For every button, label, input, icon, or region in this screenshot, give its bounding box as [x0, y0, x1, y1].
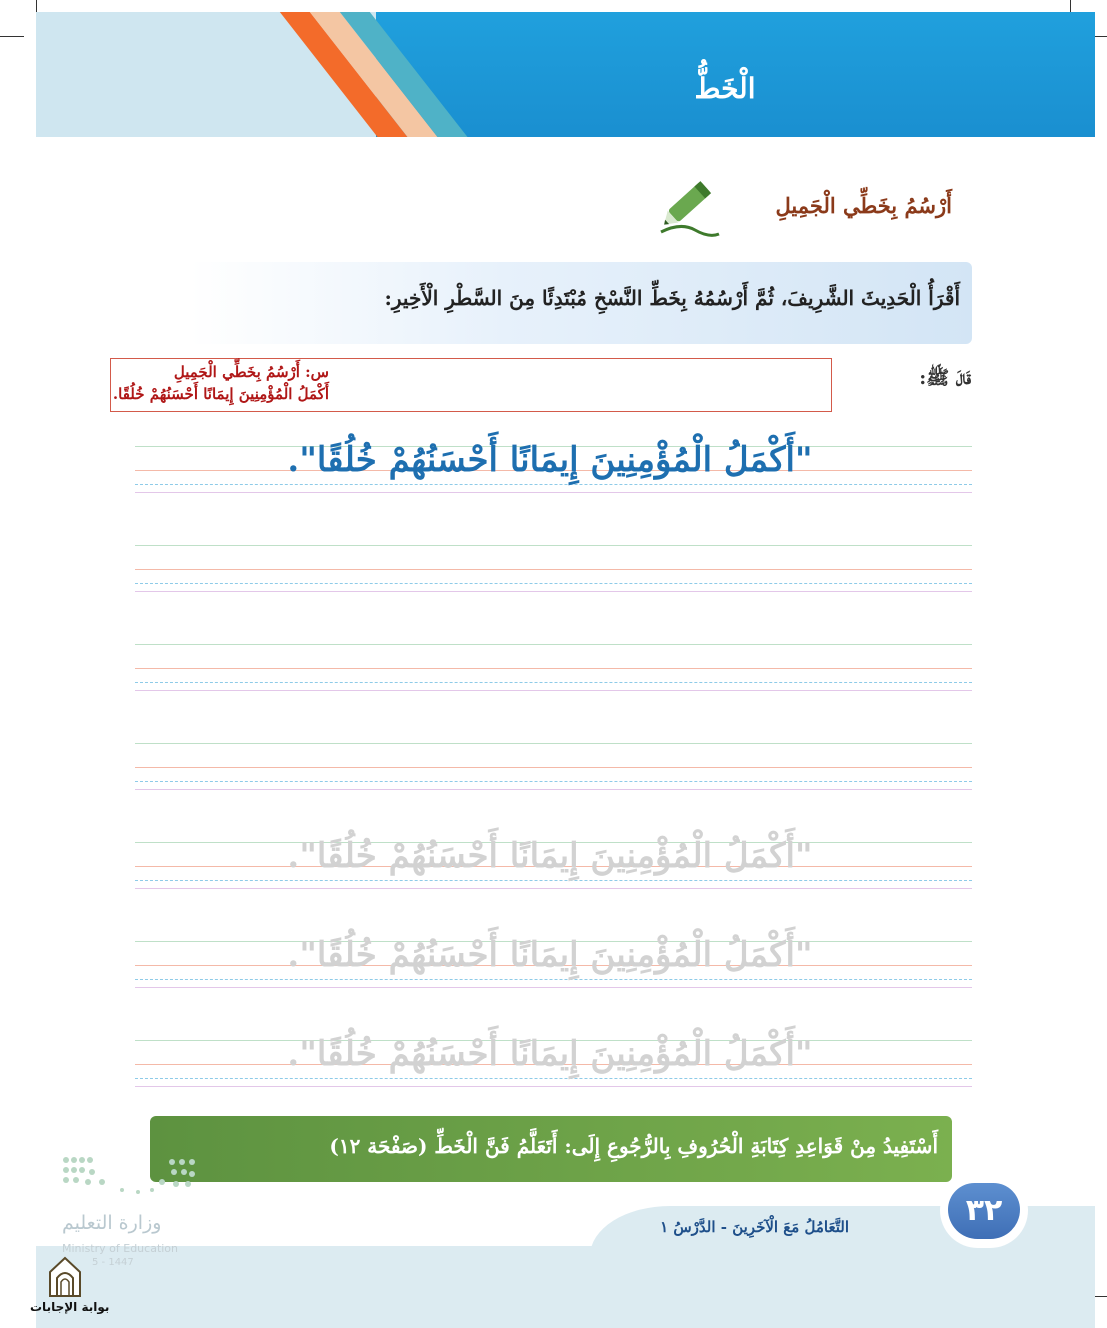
writing-line[interactable] — [135, 743, 972, 793]
ministry-name-en: Ministry of Education — [62, 1242, 179, 1255]
lantern-icon — [46, 1256, 84, 1300]
ministry-name-ar: وزارة التعليم — [62, 1212, 162, 1234]
hadith-model: "أَكْمَلُ الْمُؤْمِنِينَ إِيمَانًا أَحْسَنُهُمْ خُلُقًا". — [287, 440, 813, 480]
hadith-trace: "أَكْمَلُ الْمُؤْمِنِينَ إِيمَانًا أَحْسَنُهُمْ خُلُقًا". — [287, 1034, 813, 1074]
hadith-trace: "أَكْمَلُ الْمُؤْمِنِينَ إِيمَانًا أَحْسَنُهُمْ خُلُقًا". — [287, 935, 813, 975]
ministry-logo-icon — [62, 1156, 198, 1198]
watermark-label: بوابة الإجابات — [30, 1300, 110, 1314]
instruction-box — [190, 262, 972, 344]
pencil-icon — [655, 168, 725, 240]
qal-label: قَالَ ﷺ: — [919, 367, 971, 389]
writing-line[interactable] — [135, 545, 972, 595]
writing-line[interactable] — [135, 644, 972, 694]
header-banner — [36, 12, 1095, 137]
lesson-label: التَّعَامُلُ مَعَ الْآخَرِينَ - الدَّرْسُ ١ — [660, 1218, 849, 1236]
page-title: الْخَطُّ — [694, 72, 756, 105]
footer-band — [36, 1246, 1095, 1328]
hadith-trace: "أَكْمَلُ الْمُؤْمِنِينَ إِيمَانًا أَحْسَنُهُمْ خُلُقًا". — [287, 836, 813, 876]
crop-mark — [0, 36, 24, 37]
section-subheading: أَرْسُمُ بِخَطِّي الْجَمِيلِ — [775, 193, 952, 218]
instruction-text: أَقْرَأُ الْحَدِيثَ الشَّرِيفَ، ثُمَّ أَرْسُمُهُ بِخَطِّ النَّسْخِ مُبْتَدِئًا مِنَ السَّطْرِ الْأَخِيرِ: — [384, 286, 960, 310]
answer-text: أَكْمَلُ الْمُؤْمِنِينَ إِيمَانًا أَحْسَنُهُمْ خُلُقًا. — [112, 385, 329, 403]
answer-question: س: أَرْسُمُ بِخَطِّي الْجَمِيلِ — [173, 363, 329, 381]
answer-box — [110, 358, 832, 412]
ministry-year: 5 - 1447 — [92, 1257, 134, 1268]
tip-text: أَسْتَفِيدُ مِنْ قَوَاعِدِ كِتَابَةِ الْحُرُوفِ بِالرُّجُوعِ إِلَى: أَتَعَلَّمُ فَنَّ الْخَطِّ (صَفْحَة ١٢) — [329, 1134, 938, 1158]
page-number: ٣٢ — [948, 1183, 1020, 1239]
tip-box — [150, 1116, 952, 1182]
